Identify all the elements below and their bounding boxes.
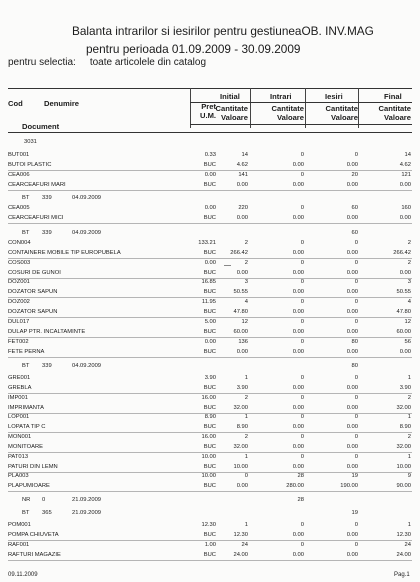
item-code: BUT001 — [8, 152, 30, 158]
selection-label: pentru selectia: — [8, 57, 76, 68]
document-iesiri-qty: 80 — [351, 363, 358, 369]
item-code: IMP001 — [8, 395, 28, 401]
iesiri-value: 0.00 — [346, 250, 358, 256]
item-price: 0.00 — [204, 172, 216, 178]
item-code: POM001 — [8, 522, 31, 528]
iesiri-qty: 0 — [354, 279, 358, 285]
iesiri-qty: 0 — [354, 152, 358, 158]
intrari-value: 0.00 — [292, 182, 304, 188]
item-name: FETE PERNA — [8, 349, 45, 355]
initial-qty: 2 — [244, 434, 248, 440]
column-header-final: Final — [384, 92, 402, 101]
item-name: BUTOI PLASTIC — [8, 162, 52, 168]
intrari-value: 0.00 — [292, 329, 304, 335]
initial-qty: 1 — [244, 375, 248, 381]
iesiri-value: 0.00 — [346, 385, 358, 391]
item-price: 16.00 — [201, 395, 216, 401]
item-code: LOP001 — [8, 414, 30, 420]
final-qty: 2 — [407, 260, 411, 266]
report-selection — [8, 57, 206, 68]
intrari-value: 0.00 — [292, 309, 304, 315]
document-type: BT — [22, 195, 30, 201]
iesiri-qty: 0 — [354, 299, 358, 305]
intrari-value: 0.00 — [292, 270, 304, 276]
final-value: 47.80 — [396, 309, 411, 315]
item-name: PATURI DIN LEMN — [8, 464, 58, 470]
item-price: 11.95 — [201, 299, 216, 305]
intrari-value: 0.00 — [292, 552, 304, 558]
iesiri-value: 0.00 — [346, 162, 358, 168]
row-separator — [8, 297, 412, 298]
document-type: BT — [22, 363, 30, 369]
item-price: 12.30 — [201, 522, 216, 528]
item-code: COS003 — [8, 260, 31, 266]
item-code: CEA006 — [8, 172, 30, 178]
iesiri-qty: 0 — [354, 454, 358, 460]
final-value: 32.00 — [396, 405, 411, 411]
initial-qty: 2 — [244, 240, 248, 246]
iesiri-value: 0.00 — [346, 405, 358, 411]
final-value: 32.00 — [396, 444, 411, 450]
initial-value: 0.00 — [236, 182, 248, 188]
selection-value: toate articolele din catalog — [89, 57, 207, 68]
document-date: 04.09.2009 — [72, 230, 102, 236]
row-separator — [8, 540, 412, 541]
item-unit: BUC — [203, 385, 216, 391]
item-name: PLAPUMIOARE — [8, 483, 50, 489]
item-unit: BUC — [203, 329, 216, 335]
final-value: 8.90 — [399, 424, 411, 430]
iesiri-qty: 20 — [351, 172, 358, 178]
item-unit: BUC — [203, 552, 216, 558]
column-header-um: U.M. — [199, 111, 216, 120]
intrari-qty: 0 — [300, 414, 304, 420]
intrari-valoare-header: Valoare — [276, 113, 304, 122]
intrari-qty: 0 — [300, 260, 304, 266]
document-type: 3031 — [24, 139, 37, 145]
iesiri-value: 0.00 — [346, 270, 358, 276]
initial-value: 10.00 — [233, 464, 248, 470]
intrari-value: 0.00 — [292, 444, 304, 450]
report-period: pentru perioada 01.09.2009 - 30.09.2009 — [86, 42, 301, 56]
intrari-value: 0.00 — [292, 464, 304, 470]
item-unit: BUC — [203, 289, 216, 295]
final-value: 266.42 — [393, 250, 411, 256]
column-header-pret: Pret — [201, 102, 216, 111]
row-separator — [8, 560, 412, 561]
item-unit: BUC — [203, 215, 216, 221]
final-value: 24.00 — [396, 552, 411, 558]
item-code: RAF001 — [8, 542, 30, 548]
intrari-value: 280.00 — [286, 483, 304, 489]
item-code: CON004 — [8, 240, 31, 246]
item-price: 0.33 — [204, 152, 216, 158]
item-name: MONITOARE — [8, 444, 43, 450]
initial-value: 8.90 — [236, 424, 248, 430]
initial-value: 24.00 — [233, 552, 248, 558]
final-value: 4.62 — [399, 162, 411, 168]
item-price: 0.00 — [204, 339, 216, 345]
initial-qty: 220 — [238, 205, 248, 211]
print-date: 09.11.2009 — [8, 572, 38, 578]
pencil-mark — [224, 265, 231, 266]
final-value: 60.00 — [396, 329, 411, 335]
page-number: Pag.1 — [394, 572, 410, 578]
document-type: BT — [22, 230, 30, 236]
initial-qty: 14 — [241, 152, 248, 158]
final-qty: 9 — [407, 473, 411, 479]
initial-valoare-header: Valoare — [220, 113, 248, 122]
iesiri-value: 0.00 — [346, 329, 358, 335]
document-iesiri-qty: 19 — [351, 510, 358, 516]
initial-qty: 1 — [244, 414, 248, 420]
iesiri-qty: 0 — [354, 260, 358, 266]
initial-qty: 1 — [244, 522, 248, 528]
final-qty: 24 — [404, 542, 411, 548]
document-number: 339 — [42, 363, 52, 369]
item-code: DOZ002 — [8, 299, 30, 305]
item-name: IMPRIMANTA — [8, 405, 44, 411]
intrari-qty: 0 — [300, 319, 304, 325]
final-value: 0.00 — [399, 182, 411, 188]
initial-qty: 2 — [244, 260, 248, 266]
column-header-cod: Cod — [8, 99, 23, 108]
item-unit: BUC — [203, 270, 216, 276]
initial-qty: 0 — [244, 473, 248, 479]
item-price: 5.00 — [204, 319, 216, 325]
item-unit: BUC — [203, 309, 216, 315]
intrari-value: 0.00 — [292, 532, 304, 538]
item-code: GRE001 — [8, 375, 31, 381]
intrari-value: 0.00 — [292, 250, 304, 256]
iesiri-qty: 60 — [351, 205, 358, 211]
final-valoare-header: Valoare — [383, 113, 411, 122]
intrari-qty: 0 — [300, 279, 304, 285]
item-unit: BUC — [203, 464, 216, 470]
iesiri-value: 0.00 — [346, 464, 358, 470]
final-value: 12.30 — [396, 532, 411, 538]
item-unit: BUC — [203, 405, 216, 411]
final-qty: 14 — [404, 152, 411, 158]
row-separator — [8, 337, 412, 338]
iesiri-qty: 0 — [354, 522, 358, 528]
initial-qty: 4 — [244, 299, 248, 305]
item-price: 16.00 — [201, 434, 216, 440]
item-price: 10.00 — [201, 454, 216, 460]
final-qty: 160 — [401, 205, 411, 211]
intrari-qty: 0 — [300, 542, 304, 548]
item-unit: BUC — [203, 349, 216, 355]
iesiri-value: 0.00 — [346, 309, 358, 315]
row-separator — [8, 170, 412, 171]
final-qty: 1 — [407, 522, 411, 528]
item-name: DULAP PTR. INCALTAMINTE — [8, 329, 86, 335]
item-code: MON001 — [8, 434, 32, 440]
intrari-qty: 0 — [300, 339, 304, 345]
item-unit: BUC — [203, 162, 216, 168]
initial-value: 266.42 — [230, 250, 248, 256]
row-separator — [8, 491, 412, 492]
final-qty: 1 — [407, 454, 411, 460]
initial-value: 47.80 — [233, 309, 248, 315]
column-divider — [250, 88, 251, 128]
item-price: 3.90 — [204, 375, 216, 381]
item-name: RAFTURI MAGAZIE — [8, 552, 61, 558]
iesiri-value: 0.00 — [346, 182, 358, 188]
iesiri-qty: 0 — [354, 240, 358, 246]
final-value: 0.00 — [399, 270, 411, 276]
row-separator — [8, 258, 412, 259]
document-date: 21.09.2009 — [72, 497, 102, 503]
item-unit: BUC — [203, 483, 216, 489]
document-number: 339 — [42, 230, 52, 236]
intrari-value: 0.00 — [292, 405, 304, 411]
intrari-cantitate-header: Cantitate — [271, 104, 304, 113]
iesiri-value: 0.00 — [346, 215, 358, 221]
intrari-value: 0.00 — [292, 385, 304, 391]
document-number: 339 — [42, 195, 52, 201]
column-header-document: Document — [22, 122, 60, 131]
final-qty: 2 — [407, 240, 411, 246]
intrari-qty: 0 — [300, 434, 304, 440]
initial-cantitate-header: Cantitate — [215, 104, 248, 113]
item-code: PLA003 — [8, 473, 29, 479]
initial-value: 60.00 — [233, 329, 248, 335]
intrari-value: 0.00 — [292, 215, 304, 221]
iesiri-value: 0.00 — [346, 289, 358, 295]
iesiri-qty: 0 — [354, 542, 358, 548]
initial-value: 12.30 — [233, 532, 248, 538]
item-price: 16.85 — [201, 279, 216, 285]
row-separator — [8, 393, 412, 394]
header-top-line — [8, 88, 412, 89]
iesiri-value: 0.00 — [346, 349, 358, 355]
document-date: 21.09.2009 — [72, 510, 102, 516]
item-name: CONTAINERE MOBILE TIP EUROPUBELA — [8, 250, 121, 256]
item-code: CEA005 — [8, 205, 30, 211]
item-price: 133.21 — [198, 240, 216, 246]
initial-value: 0.00 — [236, 270, 248, 276]
document-iesiri-qty: 60 — [351, 230, 358, 236]
item-unit: BUC — [203, 444, 216, 450]
row-separator — [8, 432, 412, 433]
initial-value: 50.55 — [233, 289, 248, 295]
intrari-qty: 0 — [300, 375, 304, 381]
item-name: CEARCEAFURI MICI — [8, 215, 64, 221]
final-cantitate-header: Cantitate — [378, 104, 411, 113]
initial-qty: 2 — [244, 395, 248, 401]
item-name: POMPA CHIUVETA — [8, 532, 59, 538]
initial-value: 4.62 — [236, 162, 248, 168]
column-header-iesiri: Iesiri — [325, 92, 343, 101]
intrari-qty: 0 — [300, 522, 304, 528]
final-value: 10.00 — [396, 464, 411, 470]
initial-value: 3.90 — [236, 385, 248, 391]
intrari-qty: 0 — [300, 172, 304, 178]
final-value: 0.00 — [399, 349, 411, 355]
item-code: PAT013 — [8, 454, 29, 460]
item-code: DOZ001 — [8, 279, 30, 285]
intrari-qty: 0 — [300, 152, 304, 158]
final-value: 90.00 — [396, 483, 411, 489]
intrari-value: 0.00 — [292, 349, 304, 355]
document-type: NR — [22, 497, 31, 503]
row-separator — [8, 190, 412, 191]
final-qty: 121 — [401, 172, 411, 178]
column-header-denumire: Denumire — [44, 99, 80, 108]
item-unit: BUC — [203, 424, 216, 430]
item-unit: BUC — [203, 250, 216, 256]
report-title: Balanta intrarilor si iesirilor pentru gestiuneaOB. INV.MAG — [72, 24, 374, 38]
intrari-value: 0.00 — [292, 162, 304, 168]
item-code: DUL017 — [8, 319, 30, 325]
iesiri-cantitate-header: Cantitate — [325, 104, 358, 113]
header-mid-line — [190, 102, 412, 103]
document-intrari-qty: 28 — [297, 497, 304, 503]
intrari-qty: 0 — [300, 299, 304, 305]
iesiri-qty: 19 — [351, 473, 358, 479]
intrari-qty: 28 — [297, 473, 304, 479]
item-name: CEARCEAFURI MARI — [8, 182, 66, 188]
iesiri-qty: 0 — [354, 434, 358, 440]
row-separator — [8, 317, 412, 318]
final-qty: 2 — [407, 434, 411, 440]
initial-value: 0.00 — [236, 215, 248, 221]
iesiri-qty: 0 — [354, 414, 358, 420]
item-price: 1.00 — [204, 542, 216, 548]
iesiri-value: 190.00 — [340, 483, 358, 489]
initial-qty: 24 — [241, 542, 248, 548]
intrari-qty: 0 — [300, 205, 304, 211]
intrari-qty: 0 — [300, 454, 304, 460]
document-number: 0 — [42, 497, 46, 503]
iesiri-qty: 0 — [354, 319, 358, 325]
document-type: BT — [22, 510, 30, 516]
iesiri-value: 0.00 — [346, 532, 358, 538]
document-number: 365 — [42, 510, 52, 516]
initial-value: 32.00 — [233, 444, 248, 450]
item-unit: BUC — [203, 182, 216, 188]
initial-value: 32.00 — [233, 405, 248, 411]
final-qty: 3 — [407, 279, 411, 285]
final-qty: 1 — [407, 414, 411, 420]
initial-qty: 141 — [238, 172, 248, 178]
final-value: 0.00 — [399, 215, 411, 221]
document-date: 04.09.2009 — [72, 195, 102, 201]
initial-value: 0.00 — [236, 483, 248, 489]
item-name: LOPATA TIP C — [8, 424, 46, 430]
header-bottom-line — [190, 124, 412, 125]
item-price: 8.90 — [204, 414, 216, 420]
final-value: 50.55 — [396, 289, 411, 295]
final-qty: 4 — [407, 299, 411, 305]
intrari-value: 0.00 — [292, 289, 304, 295]
initial-qty: 12 — [241, 319, 248, 325]
item-code: FET002 — [8, 339, 29, 345]
final-value: 3.90 — [399, 385, 411, 391]
iesiri-value: 0.00 — [346, 444, 358, 450]
final-qty: 1 — [407, 375, 411, 381]
item-price: 0.00 — [204, 205, 216, 211]
row-separator — [8, 223, 412, 224]
item-name: DOZATOR SAPUN — [8, 309, 58, 315]
initial-qty: 1 — [244, 454, 248, 460]
item-name: DOZATOR SAPUN — [8, 289, 58, 295]
iesiri-qty: 80 — [351, 339, 358, 345]
row-separator — [8, 357, 412, 358]
column-header-initial: Initial — [220, 92, 240, 101]
intrari-value: 0.00 — [292, 424, 304, 430]
item-unit: BUC — [203, 532, 216, 538]
intrari-qty: 0 — [300, 240, 304, 246]
iesiri-value: 0.00 — [346, 424, 358, 430]
initial-value: 0.00 — [236, 349, 248, 355]
initial-qty: 3 — [244, 279, 248, 285]
item-name: COSURI DE GUNOI — [8, 270, 61, 276]
item-name: GREBLA — [8, 385, 32, 391]
document-date: 04.09.2009 — [72, 363, 102, 369]
iesiri-qty: 0 — [354, 375, 358, 381]
item-price: 0.00 — [204, 260, 216, 266]
initial-qty: 136 — [238, 339, 248, 345]
item-price: 10.00 — [201, 473, 216, 479]
final-qty: 56 — [404, 339, 411, 345]
iesiri-qty: 0 — [354, 395, 358, 401]
iesiri-value: 0.00 — [346, 552, 358, 558]
iesiri-valoare-header: Valoare — [330, 113, 358, 122]
row-separator — [8, 452, 412, 453]
final-qty: 12 — [404, 319, 411, 325]
header-base-line — [8, 132, 412, 133]
final-qty: 2 — [407, 395, 411, 401]
intrari-qty: 0 — [300, 395, 304, 401]
column-header-intrari: Intrari — [270, 92, 292, 101]
